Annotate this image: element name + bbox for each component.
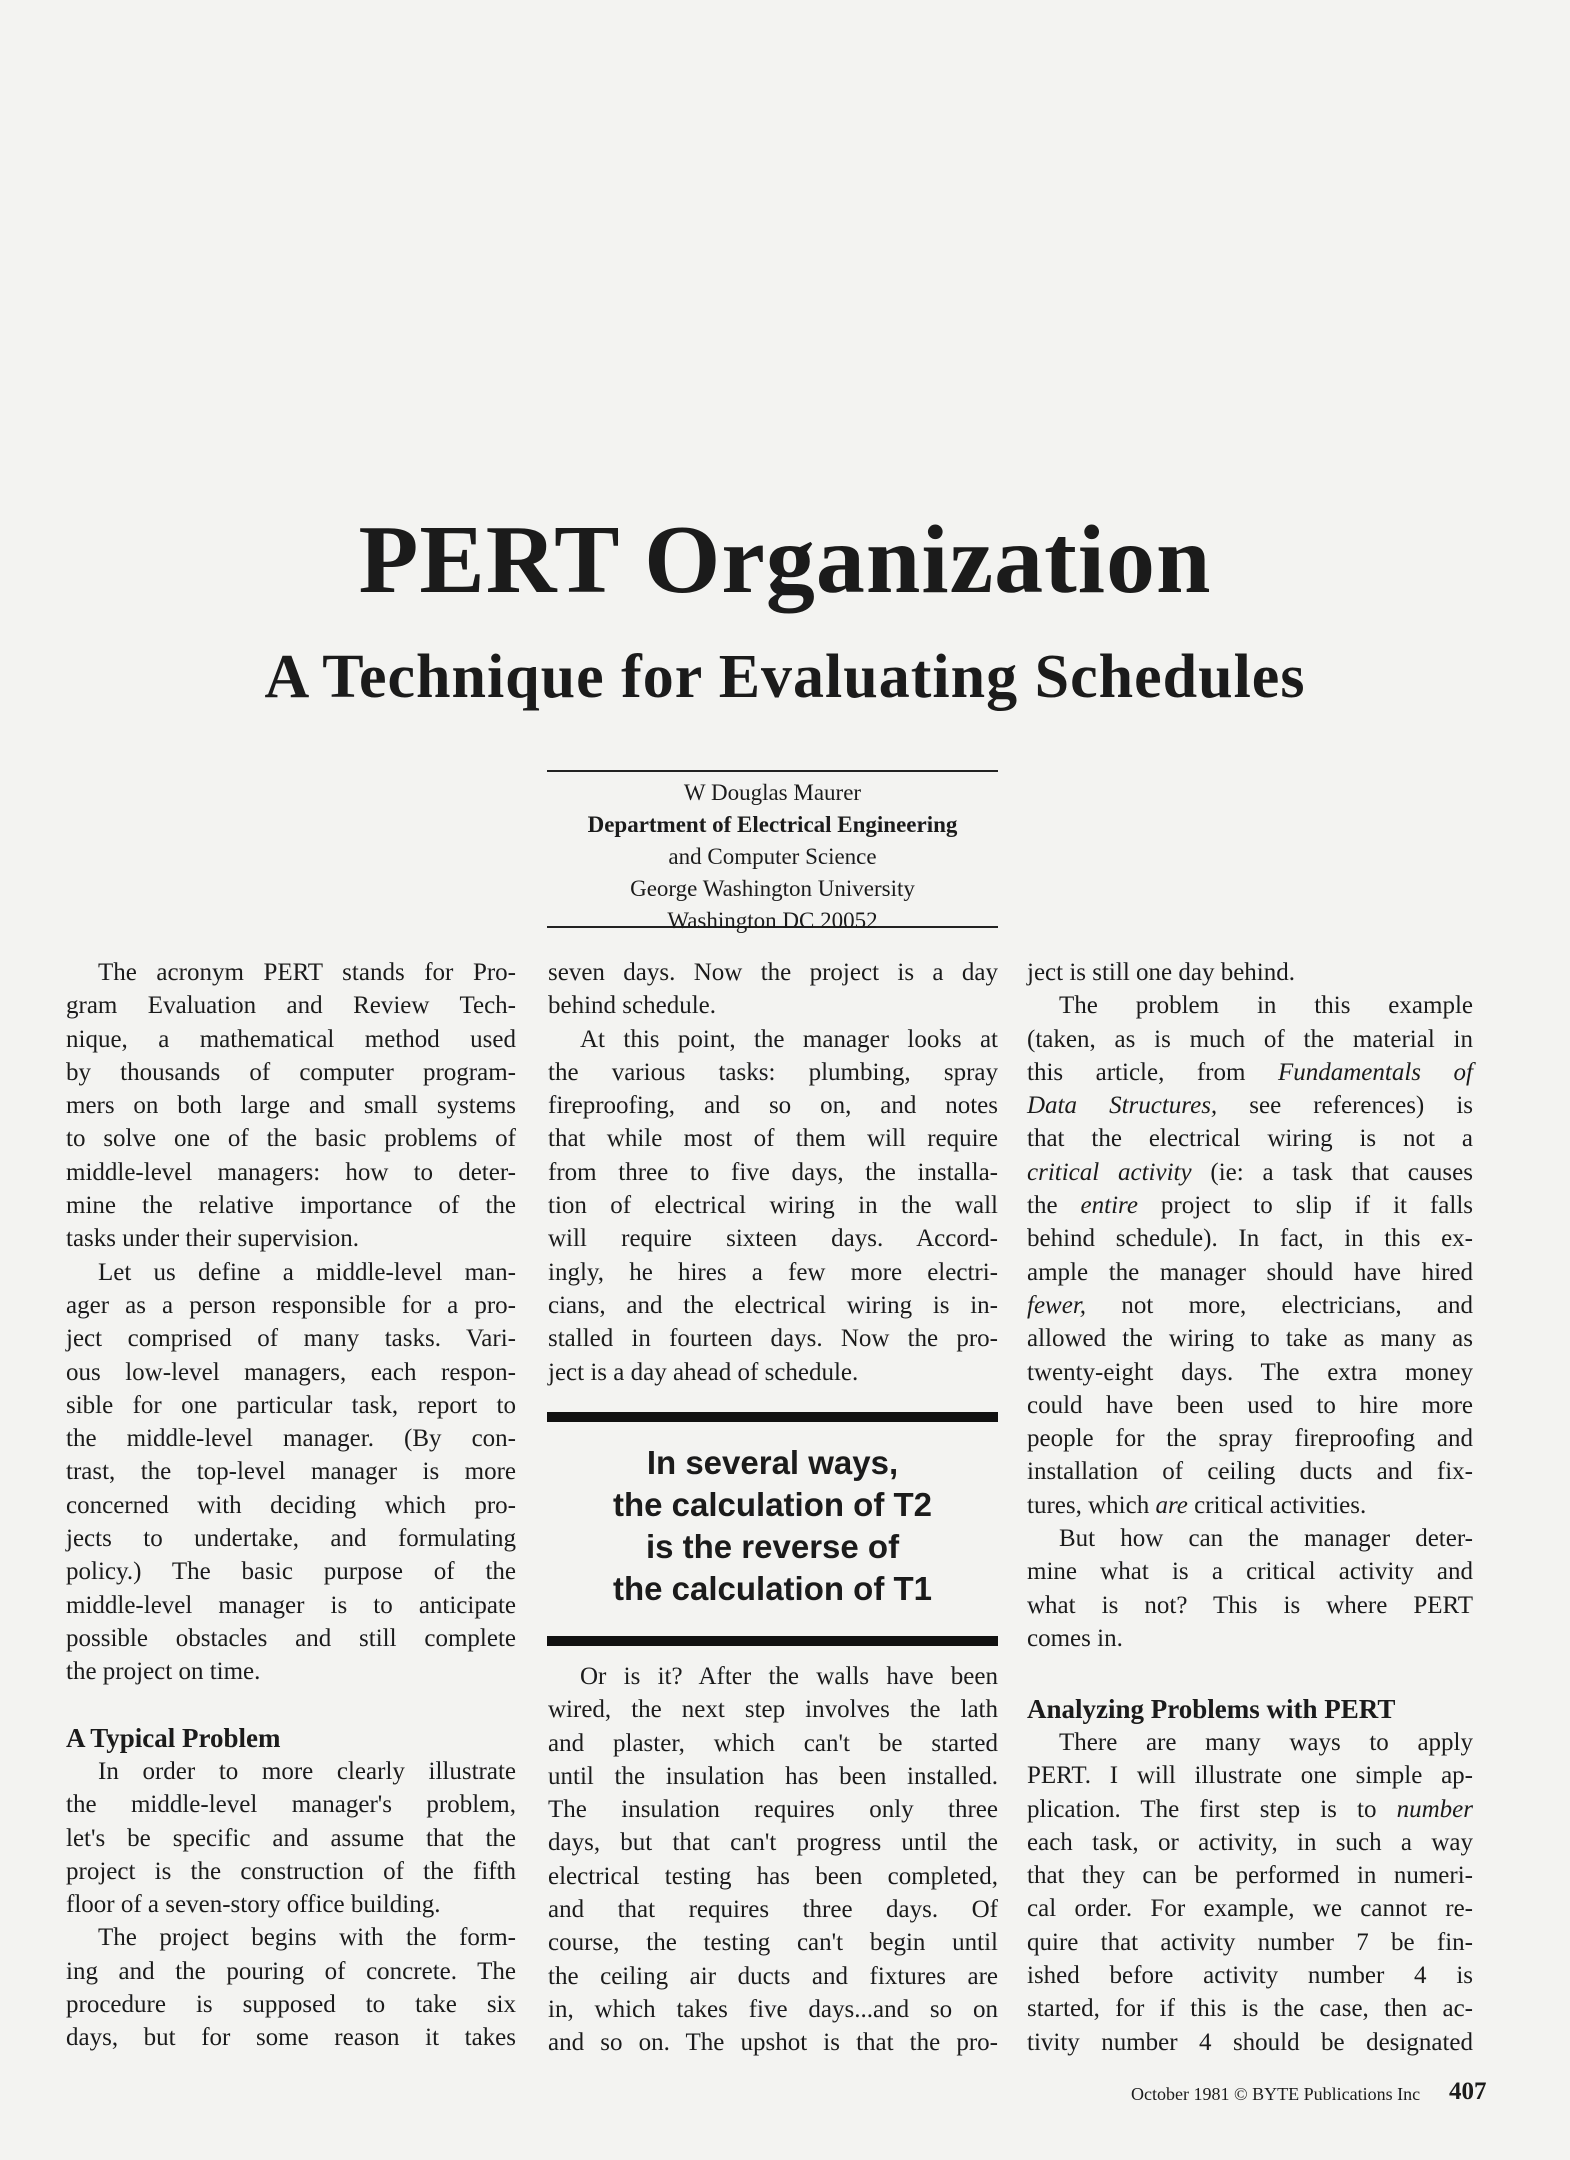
text-line: days, but that can't progress until the (548, 1829, 998, 1857)
text-line: policy.) The basic purpose of the (66, 1558, 516, 1586)
page-number: 407 (1449, 2078, 1487, 2105)
pull-quote-line: the calculation of T2 (612, 1486, 933, 1523)
column-2-part-1 (548, 956, 998, 1389)
text-line: Data Structures, see references) is (1027, 1092, 1474, 1120)
text-line: There are many ways to apply (1059, 1729, 1473, 1756)
text-line: Or is it? After the walls have been (580, 1663, 998, 1690)
text-line: The problem in this example (1059, 992, 1473, 1020)
paragraph (1027, 1522, 1473, 1655)
paragraph (548, 1023, 998, 1389)
text-line: behind schedule). In fact, in this ex- (1027, 1225, 1473, 1253)
text-line: But how can the manager deter- (1059, 1525, 1473, 1553)
text-line: that the electrical wiring is not a (1027, 1125, 1473, 1153)
text-line: and so on. The upshot is that the pro- (548, 2029, 998, 2057)
column-3-part-1 (1027, 956, 1473, 1655)
text-line: let's be specific and assume that the (66, 1824, 516, 1852)
department-line-1: Department of Electrical Engineering (587, 812, 958, 837)
text-line: stalled in fourteen days. Now the pro- (548, 1325, 998, 1353)
text-line: installation of ceiling ducts and fix- (1027, 1458, 1473, 1486)
text-line: (taken, as is much of the material in (1027, 1025, 1473, 1053)
text-line: jects to undertake, and formulating (66, 1525, 516, 1553)
pull-quote-top-rule (547, 1412, 998, 1422)
text-line: this article, from Fundamentals of (1027, 1058, 1473, 1086)
text-line: the various tasks: plumbing, spray (548, 1058, 998, 1086)
text-line: allowed the wiring to take as many as (1027, 1325, 1473, 1353)
text-line: fewer, not more, electricians, and (1027, 1291, 1473, 1319)
paragraph (1027, 956, 1473, 989)
text-line: In order to more clearly illustrate (98, 1758, 516, 1785)
text-line: tivity number 4 should be designated (1027, 2028, 1473, 2056)
text-line: the ceiling air ducts and fixtures are (548, 1962, 998, 1990)
paragraph (66, 1256, 516, 1689)
text-line: cians, and the electrical wiring is in- (548, 1291, 998, 1319)
university: George Washington University (630, 876, 915, 901)
text-line: and plaster, which can't be started (548, 1729, 998, 1757)
text-line: quire that activity number 7 be fin- (1027, 1928, 1473, 1956)
paragraph (66, 956, 516, 1256)
text-line: twenty-eight days. The extra money (1027, 1358, 1473, 1386)
text-line: fireproofing, and so on, and notes (548, 1092, 998, 1120)
text-line: started, for if this is the case, then ac- (1027, 1995, 1473, 2023)
text-line: mine what is a critical activity and (1027, 1558, 1473, 1586)
text-line: comes in. (1027, 1624, 1123, 1652)
article-title: PERT Organization (358, 506, 1212, 614)
column-2-part-2 (548, 1660, 998, 2060)
paragraph (548, 1660, 998, 2060)
text-line: until the insulation has been installed. (548, 1762, 998, 1790)
text-line: the entire project to slip if it falls (1027, 1192, 1473, 1220)
text-line: what is not? This is where PERT (1027, 1591, 1473, 1619)
text-line: from three to five days, the installa- (548, 1158, 998, 1186)
paragraph (1027, 1726, 1473, 2059)
text-line: The acronym PERT stands for Pro- (98, 959, 516, 986)
text-line: days, but for some reason it takes (66, 2024, 516, 2052)
text-line: mers on both large and small systems (66, 1092, 516, 1120)
text-line: cal order. For example, we cannot re- (1027, 1895, 1473, 1923)
text-line: ject comprised of many tasks. Vari- (66, 1325, 516, 1353)
text-line: plication. The first step is to number (1027, 1795, 1473, 1823)
pull-quote (547, 1412, 998, 1646)
text-line: ample the manager should have hired (1027, 1258, 1473, 1286)
text-line: tasks under their supervision. (66, 1225, 360, 1253)
text-line: middle-level manager is to anticipate (66, 1591, 516, 1619)
text-line: PERT. I will illustrate one simple ap- (1027, 1762, 1473, 1790)
text-line: Let us define a middle-level man- (98, 1258, 516, 1286)
text-line: gram Evaluation and Review Tech- (66, 992, 516, 1020)
text-line: ject is a day ahead of schedule. (548, 1358, 859, 1386)
text-line: sible for one particular task, report to (66, 1391, 516, 1419)
text-line: course, the testing can't begin until (548, 1929, 998, 1957)
text-line: ished before activity number 4 is (1027, 1962, 1473, 1990)
section-heading-analyzing-problems: Analyzing Problems with PERT (1027, 1694, 1396, 1724)
author-name: W Douglas Maurer (683, 780, 862, 805)
text-line: ous low-level managers, each respon- (66, 1358, 516, 1386)
text-line: trast, the top-level manager is more (66, 1458, 516, 1486)
address: Washington DC 20052 (667, 908, 878, 933)
text-line: The insulation requires only three (548, 1796, 998, 1824)
text-line: to solve one of the basic problems of (66, 1125, 516, 1153)
text-line: possible obstacles and still complete (66, 1624, 516, 1652)
text-line: mine the relative importance of the (66, 1192, 516, 1220)
text-line: behind schedule. (548, 992, 717, 1020)
text-line: ject is still one day behind. (1027, 959, 1296, 986)
text-line: procedure is supposed to take six (66, 1991, 516, 2019)
paragraph (66, 1755, 516, 1921)
text-line: ingly, he hires a few more electri- (548, 1258, 998, 1286)
text-line: The project begins with the form- (98, 1924, 516, 1952)
text-line: in, which takes five days...and so on (548, 1995, 998, 2023)
text-line: ing and the pouring of concrete. The (66, 1957, 516, 1985)
text-line: could have been used to hire more (1027, 1391, 1473, 1419)
pull-quote-line: is the reverse of (645, 1528, 900, 1565)
article-subtitle: A Technique for Evaluating Schedules (264, 643, 1306, 711)
text-line: the middle-level manager. (By con- (66, 1425, 516, 1453)
footer-credit: October 1981 © BYTE Publications Inc (1131, 2084, 1421, 2104)
column-1-part-1 (66, 956, 516, 1689)
text-line: critical activity (ie: a task that causes (1027, 1158, 1473, 1186)
text-line: and that requires three days. Of (548, 1896, 998, 1924)
paragraph (66, 1921, 516, 2054)
text-line: wired, the next step involves the lath (548, 1696, 998, 1724)
text-line: that they can be performed in numeri- (1027, 1862, 1473, 1890)
text-line: At this point, the manager looks at (580, 1025, 998, 1053)
text-line: middle-level managers: how to deter- (66, 1158, 516, 1186)
text-line: floor of a seven-story office building. (66, 1891, 441, 1919)
text-line: ager as a person responsible for a pro- (66, 1291, 516, 1319)
text-line: concerned with deciding which pro- (66, 1491, 516, 1519)
text-line: electrical testing has been completed, (548, 1862, 998, 1890)
byline-box (547, 770, 998, 933)
text-line: the project on time. (66, 1658, 261, 1686)
column-3-part-2 (1027, 1726, 1473, 2059)
text-line: people for the spray fireproofing and (1027, 1425, 1473, 1453)
pull-quote-bottom-rule (547, 1636, 998, 1646)
department-line-2: and Computer Science (668, 844, 877, 869)
text-line: seven days. Now the project is a day (548, 959, 998, 986)
text-line: that while most of them will require (548, 1125, 998, 1153)
text-line: project is the construction of the fifth (66, 1857, 516, 1885)
pull-quote-line: In several ways, (646, 1444, 899, 1481)
paragraph (548, 956, 998, 1023)
section-heading-typical-problem: A Typical Problem (66, 1723, 281, 1753)
text-line: will require sixteen days. Accord- (548, 1225, 998, 1253)
text-line: each task, or activity, in such a way (1027, 1828, 1473, 1856)
column-1-part-2 (66, 1755, 516, 2055)
pull-quote-line: the calculation of T1 (612, 1570, 933, 1607)
text-line: by thousands of computer program- (66, 1058, 516, 1086)
paragraph (1027, 989, 1473, 1522)
text-line: tion of electrical wiring in the wall (548, 1192, 998, 1220)
text-line: nique, a mathematical method used (66, 1025, 516, 1053)
text-line: tures, which are critical activities. (1027, 1491, 1367, 1519)
text-line: the middle-level manager's problem, (66, 1791, 516, 1819)
